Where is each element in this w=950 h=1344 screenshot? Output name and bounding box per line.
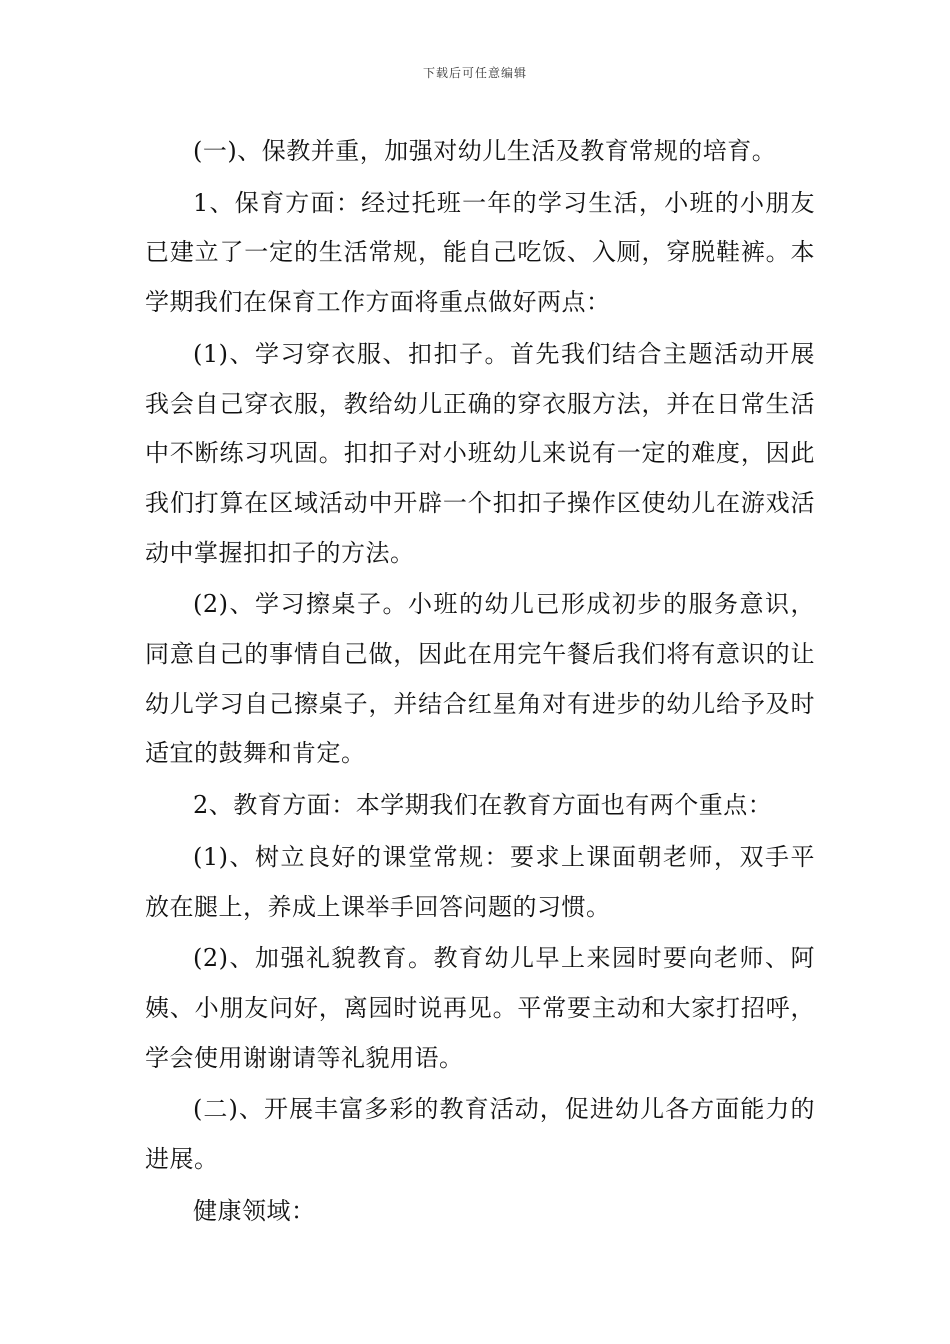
paragraph-education-aspect: 2、教育方面：本学期我们在教育方面也有两个重点： [193,791,773,820]
paragraph-care-aspect: 1、保育方面：经过托班一年的学习生活，小班的小朋友已建立了一定的生活常规，能自己吃饭、入厕，穿脱鞋裤。本学期我们在保育工作方面将重点做好两点： [145,188,815,317]
paragraph-wiping-tables: (2)、学习擦桌子。小班的幼儿已形成初步的服务意识，同意自己的事情自己做，因此在用完午餐后我们将有意识的让幼儿学习自己擦桌子，并结合红星角对有进步的幼儿给予及时适宜的鼓舞和肯定。 [145,590,815,768]
page-header-note: 下载后可任意编辑 [422,66,527,80]
document-body [145,127,815,1238]
paragraph-classroom-routine: (1)、树立良好的课堂常规：要求上课面朝老师，双手平放在腿上，养成上课举手回答问题的习惯。 [145,842,815,921]
paragraph-section-two-heading: (二)、开展丰富多彩的教育活动，促进幼儿各方面能力的进展。 [145,1095,815,1174]
paragraph-health-domain: 健康领域： [193,1196,316,1225]
paragraph-section-one-heading: (一)、保教并重，加强对幼儿生活及教育常规的培育。 [193,137,777,165]
paragraph-courtesy-education: (2)、加强礼貌教育。教育幼儿早上来园时要向老师、阿姨、小朋友问好，离园时说再见。平常要主动和大家打招呼，学会使用谢谢请等礼貌用语。 [145,944,815,1072]
paragraph-dressing-buttons: (1)、学习穿衣服、扣扣子。首先我们结合主题活动开展我会自己穿衣服，教给幼儿正确的穿衣服方法，并在日常生活中不断练习巩固。扣扣子对小班幼儿来说有一定的难度，因此我们打算在区域活动中开辟一个扣扣子操作区使幼儿在游戏活动中掌握扣扣子的方法。 [145,339,815,567]
